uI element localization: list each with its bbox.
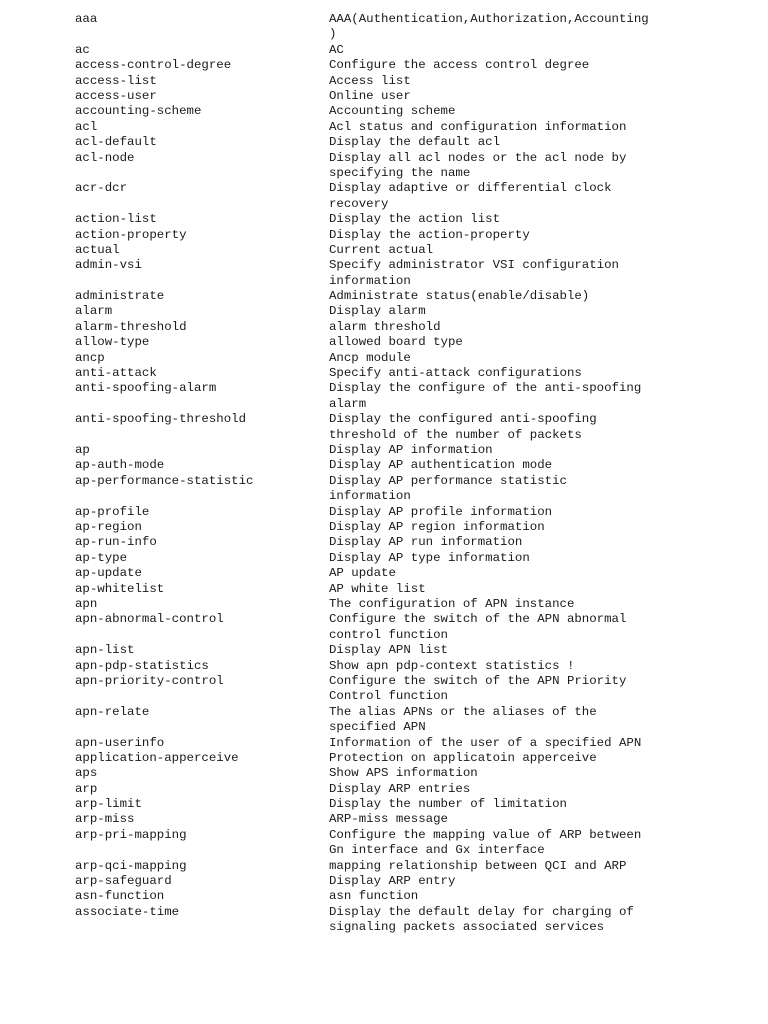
command-description [329, 905, 759, 936]
description-line: specifying the name [329, 165, 471, 180]
description-line: signaling packets associated services [329, 920, 605, 935]
command-row [0, 151, 768, 182]
description-line: Configure the switch of the APN Priority [329, 673, 627, 688]
description-line: Display the action-property [329, 227, 530, 242]
command-description [329, 320, 759, 335]
command-name: apn-userinfo [75, 735, 165, 750]
description-line: recovery [329, 196, 389, 211]
description-line: ) [329, 27, 337, 42]
command-name: associate-time [75, 904, 180, 919]
command-row [0, 335, 768, 350]
command-description [329, 766, 759, 781]
description-line: Display ARP entries [329, 781, 471, 796]
command-name: acl [75, 119, 98, 134]
command-name: apn-list [75, 643, 135, 658]
description-line: Gn interface and Gx interface [329, 843, 545, 858]
command-row [0, 58, 768, 73]
command-description [329, 43, 759, 58]
command-description [329, 381, 759, 412]
description-line: Show APS information [329, 766, 478, 781]
command-description [329, 12, 759, 43]
command-row [0, 458, 768, 473]
command-row [0, 582, 768, 597]
description-line: Display AP performance statistic [329, 473, 567, 488]
description-line: Configure the access control degree [329, 58, 590, 73]
description-line: Ancp module [329, 350, 411, 365]
command-name: arp-limit [75, 797, 142, 812]
description-line: AP white list [329, 581, 426, 596]
command-description [329, 458, 759, 473]
command-row [0, 474, 768, 505]
command-name: apn [75, 596, 98, 611]
command-name: apn-abnormal-control [75, 612, 224, 627]
command-row [0, 74, 768, 89]
command-description [329, 243, 759, 258]
description-line: Display the configure of the anti-spoofing [329, 381, 642, 396]
command-description [329, 643, 759, 658]
command-name: access-control-degree [75, 58, 232, 73]
description-line: specified APN [329, 720, 426, 735]
command-name: arp-qci-mapping [75, 858, 187, 873]
command-row [0, 705, 768, 736]
command-row [0, 289, 768, 304]
command-row [0, 443, 768, 458]
command-row [0, 889, 768, 904]
command-row [0, 412, 768, 443]
description-line: Access list [329, 73, 411, 88]
command-row [0, 320, 768, 335]
command-description [329, 58, 759, 73]
command-row [0, 736, 768, 751]
command-row [0, 304, 768, 319]
command-name: ap-profile [75, 504, 150, 519]
command-row [0, 243, 768, 258]
command-row [0, 905, 768, 936]
command-row [0, 135, 768, 150]
command-description [329, 228, 759, 243]
description-line: Protection on applicatoin apperceive [329, 750, 597, 765]
description-line: Display the default acl [329, 135, 501, 150]
command-row [0, 597, 768, 612]
command-row [0, 43, 768, 58]
description-line: Display the default delay for charging of [329, 904, 634, 919]
command-description [329, 859, 759, 874]
command-name: accounting-scheme [75, 104, 202, 119]
command-row [0, 520, 768, 535]
description-line: Display APN list [329, 643, 448, 658]
description-line: Display the configured anti-spoofing [329, 412, 597, 427]
description-line: asn function [329, 889, 419, 904]
description-line: information [329, 489, 411, 504]
command-name: allow-type [75, 335, 150, 350]
command-name: ap-update [75, 566, 142, 581]
command-row [0, 228, 768, 243]
command-description [329, 89, 759, 104]
command-description [329, 104, 759, 119]
command-name: acr-dcr [75, 181, 128, 196]
command-name: ap-type [75, 550, 128, 565]
command-name: application-apperceive [75, 750, 239, 765]
command-name: arp-miss [75, 812, 135, 827]
description-line: allowed board type [329, 335, 463, 350]
description-line: alarm [329, 396, 367, 411]
command-description [329, 120, 759, 135]
description-line: Online user [329, 88, 411, 103]
command-description [329, 212, 759, 227]
description-line: Display ARP entry [329, 874, 456, 889]
command-name: arp-pri-mapping [75, 827, 187, 842]
command-description [329, 659, 759, 674]
command-name: anti-spoofing-alarm [75, 381, 217, 396]
command-name: aaa [75, 12, 98, 26]
command-name: alarm-threshold [75, 319, 187, 334]
command-name: access-list [75, 73, 157, 88]
command-row [0, 859, 768, 874]
command-description [329, 736, 759, 751]
command-description [329, 582, 759, 597]
command-description [329, 135, 759, 150]
description-line: Display adaptive or differential clock [329, 181, 612, 196]
command-name: apn-pdp-statistics [75, 658, 209, 673]
command-row [0, 674, 768, 705]
description-line: Current actual [329, 242, 434, 257]
command-name: ap-auth-mode [75, 458, 165, 473]
command-name: arp-safeguard [75, 874, 172, 889]
command-description [329, 505, 759, 520]
command-name: alarm [75, 304, 113, 319]
description-line: Display AP run information [329, 535, 523, 550]
command-list [0, 12, 768, 936]
command-description [329, 889, 759, 904]
command-description [329, 535, 759, 550]
command-row [0, 551, 768, 566]
command-description [329, 304, 759, 319]
command-row [0, 782, 768, 797]
command-description [329, 812, 759, 827]
description-line: Show apn pdp-context statistics ! [329, 658, 575, 673]
command-name: aps [75, 766, 98, 781]
command-description [329, 74, 759, 89]
command-row [0, 258, 768, 289]
command-description [329, 597, 759, 612]
description-line: Display AP type information [329, 550, 530, 565]
description-line: Administrate status(enable/disable) [329, 289, 590, 304]
command-row [0, 643, 768, 658]
command-description [329, 751, 759, 766]
command-description [329, 351, 759, 366]
command-name: asn-function [75, 889, 165, 904]
description-line: mapping relationship between QCI and ARP [329, 858, 627, 873]
description-line: Specify administrator VSI configuration [329, 258, 619, 273]
description-line: Display all acl nodes or the acl node by [329, 150, 627, 165]
command-row [0, 12, 768, 43]
command-name: action-list [75, 212, 157, 227]
command-name: ap-run-info [75, 535, 157, 550]
command-row [0, 828, 768, 859]
command-row [0, 505, 768, 520]
description-line: Display AP region information [329, 520, 545, 534]
command-description [329, 443, 759, 458]
description-line: control function [329, 627, 448, 642]
command-description [329, 828, 759, 859]
command-description [329, 551, 759, 566]
command-description [329, 151, 759, 182]
command-name: acl-default [75, 135, 157, 150]
command-description [329, 566, 759, 581]
command-name: action-property [75, 227, 187, 242]
description-line: AP update [329, 566, 396, 581]
command-description [329, 412, 759, 443]
description-line: Display AP information [329, 443, 493, 458]
description-line: Specify anti-attack configurations [329, 366, 582, 381]
description-line: Configure the mapping value of ARP between [329, 827, 642, 842]
command-row [0, 751, 768, 766]
command-description [329, 366, 759, 381]
description-line: Accounting scheme [329, 104, 456, 119]
description-line: alarm threshold [329, 319, 441, 334]
command-name: anti-spoofing-threshold [75, 412, 247, 427]
description-line: Display AP authentication mode [329, 458, 553, 473]
description-line: ARP-miss message [329, 812, 448, 827]
command-name: ap-region [75, 520, 142, 534]
command-name: ap [75, 443, 90, 458]
command-row [0, 766, 768, 781]
description-line: AAA(Authentication,Authorization,Accounting [329, 12, 649, 26]
command-row [0, 612, 768, 643]
command-description [329, 797, 759, 812]
description-line: AC [329, 42, 344, 57]
command-row [0, 104, 768, 119]
command-description [329, 782, 759, 797]
command-name: access-user [75, 88, 157, 103]
description-line: Display AP profile information [329, 504, 553, 519]
description-line: Control function [329, 689, 448, 704]
description-line: The configuration of APN instance [329, 596, 575, 611]
command-row [0, 351, 768, 366]
command-description [329, 874, 759, 889]
description-line: Configure the switch of the APN abnormal [329, 612, 627, 627]
command-row [0, 812, 768, 827]
command-name: apn-relate [75, 704, 150, 719]
command-description [329, 705, 759, 736]
description-line: Information of the user of a specified APN [329, 735, 642, 750]
command-row [0, 181, 768, 212]
command-description [329, 674, 759, 705]
description-line: The alias APNs or the aliases of the [329, 704, 597, 719]
command-description [329, 258, 759, 289]
command-row [0, 212, 768, 227]
command-name: ap-performance-statistic [75, 473, 254, 488]
command-description [329, 335, 759, 350]
command-row [0, 535, 768, 550]
description-line: threshold of the number of packets [329, 427, 582, 442]
command-description [329, 474, 759, 505]
command-row [0, 366, 768, 381]
command-name: anti-attack [75, 366, 157, 381]
command-name: actual [75, 242, 120, 257]
command-name: acl-node [75, 150, 135, 165]
command-row [0, 659, 768, 674]
command-row [0, 874, 768, 889]
description-line: information [329, 273, 411, 288]
command-row [0, 89, 768, 104]
command-description [329, 289, 759, 304]
command-description [329, 181, 759, 212]
command-row [0, 381, 768, 412]
description-line: Display alarm [329, 304, 426, 319]
description-line: Display the action list [329, 212, 501, 227]
command-name: ap-whitelist [75, 581, 165, 596]
command-description [329, 612, 759, 643]
command-name: admin-vsi [75, 258, 142, 273]
command-name: ac [75, 42, 90, 57]
command-name: administrate [75, 289, 165, 304]
command-row [0, 797, 768, 812]
description-line: Display the number of limitation [329, 797, 567, 812]
description-line: Acl status and configuration information [329, 119, 627, 134]
command-row [0, 566, 768, 581]
command-name: ancp [75, 350, 105, 365]
command-description [329, 520, 759, 535]
command-row [0, 120, 768, 135]
command-name: arp [75, 781, 98, 796]
command-name: apn-priority-control [75, 673, 224, 688]
